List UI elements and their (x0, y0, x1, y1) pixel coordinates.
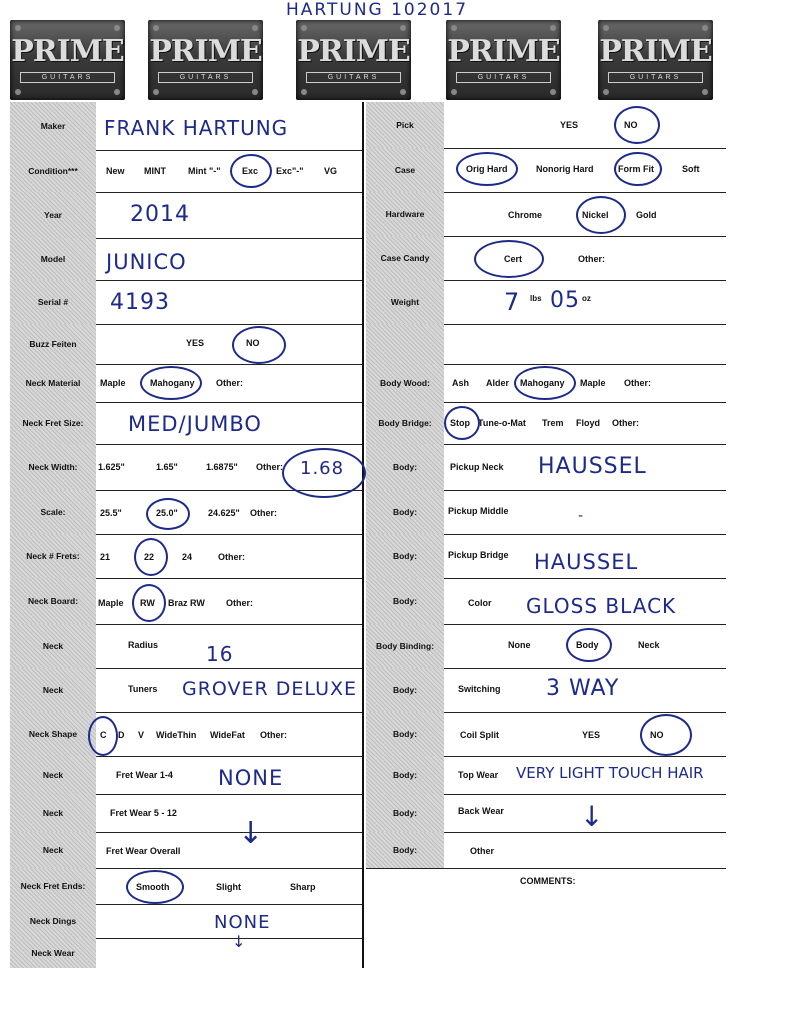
selection-circle (514, 366, 576, 400)
rivet-icon (702, 25, 708, 31)
switching-value: 3 WAY (546, 676, 620, 701)
neck-material-option[interactable]: Other: (216, 378, 243, 388)
body-binding-label: Body Binding: (366, 624, 444, 668)
body-label: Body: (366, 668, 444, 712)
hardware-option-selected[interactable]: Nickel (582, 210, 609, 220)
condition-option[interactable]: Exc"-" (276, 166, 304, 176)
hardware-row (366, 192, 726, 237)
radius-label: Neck (10, 624, 96, 668)
condition-row (10, 150, 362, 193)
selection-circle (232, 326, 286, 364)
selection-circle (444, 406, 480, 440)
logo-sub: GUITARS (456, 72, 551, 83)
neck-shape-option[interactable]: Other: (260, 730, 287, 740)
maker-row (10, 102, 362, 151)
radius-field: Radius (128, 640, 159, 650)
neck-width-option[interactable]: Other: (256, 462, 283, 472)
neck-board-option[interactable]: Braz RW (168, 598, 205, 608)
body-label: Body: (366, 794, 444, 832)
model-row (10, 238, 362, 281)
neck-shape-row (10, 712, 362, 757)
prime-guitars-logo (148, 20, 263, 100)
fret-wear-5-12-field: Fret Wear 5 - 12 (110, 808, 177, 818)
coil-split-option-selected[interactable]: NO (650, 730, 664, 740)
scale-option[interactable]: 25.5" (100, 508, 122, 518)
tuners-label: Neck (10, 668, 96, 712)
case-candy-option[interactable]: Other: (578, 254, 605, 264)
neck-dings-row (10, 904, 362, 939)
selection-circle (576, 196, 626, 234)
body-wood-option[interactable]: Other: (624, 378, 651, 388)
body-label: Body: (366, 712, 444, 756)
body-wood-row (366, 364, 726, 403)
body-binding-option[interactable]: None (508, 640, 531, 650)
pickup-middle-value: - (578, 508, 585, 524)
case-row (366, 148, 726, 193)
body-bridge-option-selected[interactable]: Stop (450, 418, 470, 428)
pick-label: Pick (366, 102, 444, 148)
fret-wear-label: Neck (10, 794, 96, 832)
serial-value: 4193 (110, 290, 170, 315)
top-wear-value: VERY LIGHT TOUCH HAIR (516, 764, 704, 782)
buzz-label: Buzz Feiten (10, 324, 96, 364)
condition-option-selected[interactable]: Exc (242, 166, 259, 176)
rivet-icon (15, 25, 21, 31)
tuners-value: GROVER DELUXE (182, 678, 357, 700)
pick-option-selected[interactable]: NO (624, 120, 638, 130)
top-wear-field: Top Wear (458, 770, 499, 780)
selection-circle (566, 628, 612, 662)
logo-sub: GUITARS (306, 72, 401, 83)
left-spec-column (10, 102, 364, 968)
selection-circle (614, 106, 660, 144)
other-row (366, 832, 726, 869)
neck-wear-label: Neck Wear (10, 938, 96, 968)
body-binding-row (366, 624, 726, 669)
radius-value: 16 (206, 642, 234, 666)
neck-shape-option[interactable]: D (118, 730, 125, 740)
coil-split-option[interactable]: YES (582, 730, 601, 740)
neck-material-label: Neck Material (10, 364, 96, 402)
rivet-icon (451, 89, 457, 95)
buzz-option[interactable]: YES (186, 338, 205, 348)
model-value: JUNICO (106, 250, 187, 274)
back-wear-row (366, 794, 726, 833)
handwritten-header-note: HARTUNG 102017 (286, 0, 469, 20)
right-spec-column (366, 102, 726, 882)
rivet-icon (153, 89, 159, 95)
selection-circle (456, 152, 518, 186)
fret-ends-row (10, 868, 362, 905)
body-bridge-option[interactable]: Trem (542, 418, 564, 428)
frets-label: Neck # Frets: (10, 534, 96, 578)
rivet-icon (114, 89, 120, 95)
down-arrow-icon: ↓ (580, 800, 605, 833)
weight-oz-value: 05 (550, 288, 580, 313)
model-label: Model (10, 238, 96, 280)
rivet-icon (301, 89, 307, 95)
neck-board-option[interactable]: Maple (98, 598, 124, 608)
pickup-bridge-value: HAUSSEL (534, 550, 639, 574)
condition-label: Condition*** (10, 150, 96, 192)
fret-wear-label: Neck (10, 832, 96, 868)
neck-dings-label: Neck Dings (10, 904, 96, 938)
fret-ends-option[interactable]: Sharp (290, 882, 316, 892)
neck-material-row (10, 364, 362, 403)
fret-wear-1-4-value: NONE (218, 766, 284, 790)
fret-ends-label: Neck Fret Ends: (10, 868, 96, 904)
neck-width-option[interactable]: 1.625" (98, 462, 125, 472)
rivet-icon (252, 89, 258, 95)
weight-lbs-unit: lbs (530, 294, 542, 303)
pick-option[interactable]: YES (560, 120, 579, 130)
scale-row (10, 490, 362, 535)
pickup-bridge-row (366, 534, 726, 579)
body-binding-option-selected[interactable]: Body (576, 640, 599, 650)
neck-material-option[interactable]: Maple (100, 378, 126, 388)
tuners-field: Tuners (128, 684, 158, 694)
neck-width-row (10, 444, 362, 491)
body-bridge-option[interactable]: Floyd (576, 418, 600, 428)
color-value: GLOSS BLACK (526, 594, 677, 618)
rivet-icon (550, 89, 556, 95)
radius-row (10, 624, 362, 669)
body-wood-option[interactable]: Ash (452, 378, 470, 388)
blank-label (366, 324, 444, 364)
logo-brand: PRIME (297, 34, 410, 69)
body-binding-option[interactable]: Neck (638, 640, 660, 650)
scale-option-selected[interactable]: 25.0" (156, 508, 178, 518)
fret-wear-1-4-row (10, 756, 362, 795)
comments-label: COMMENTS: (520, 876, 576, 886)
weight-oz-unit: oz (582, 294, 591, 303)
case-candy-option-selected[interactable]: Cert (504, 254, 523, 264)
year-row (10, 192, 362, 239)
pickup-middle-row (366, 490, 726, 535)
selection-circle (474, 240, 544, 278)
condition-option[interactable]: New (106, 166, 125, 176)
neck-shape-option[interactable]: WideFat (210, 730, 245, 740)
top-wear-row (366, 756, 726, 795)
case-option-selected[interactable]: Orig Hard (466, 164, 508, 174)
frets-option[interactable]: Other: (218, 552, 245, 562)
logo-sub: GUITARS (608, 72, 703, 83)
neck-board-option[interactable]: Other: (226, 598, 253, 608)
rivet-icon (400, 25, 406, 31)
fret-size-value: MED/JUMBO (128, 412, 262, 436)
serial-label: Serial # (10, 280, 96, 324)
selection-circle (146, 498, 190, 530)
rivet-icon (603, 25, 609, 31)
down-arrow-icon: ↓ (238, 816, 265, 851)
scale-label: Scale: (10, 490, 96, 534)
coil-split-row (366, 712, 726, 757)
body-wood-label: Body Wood: (366, 364, 444, 402)
body-label: Body: (366, 756, 444, 794)
case-candy-label: Case Candy (366, 236, 444, 280)
body-bridge-label: Body Bridge: (366, 402, 444, 444)
scale-option[interactable]: Other: (250, 508, 277, 518)
rivet-icon (451, 25, 457, 31)
neck-shape-label: Neck Shape (10, 712, 96, 756)
neck-shape-option[interactable]: WideThin (156, 730, 197, 740)
selection-circle (140, 366, 202, 400)
logo-brand: PRIME (447, 34, 560, 69)
body-bridge-option[interactable]: Tune-o-Mat (478, 418, 526, 428)
case-candy-row (366, 236, 726, 281)
selection-circle (126, 870, 184, 904)
neck-width-option[interactable]: 1.6875" (206, 462, 238, 472)
fret-wear-1-4-field: Fret Wear 1-4 (116, 770, 173, 780)
neck-width-value: 1.68 (300, 458, 345, 479)
hardware-label: Hardware (366, 192, 444, 236)
body-wood-option-selected[interactable]: Mahogany (520, 378, 565, 388)
body-wood-option[interactable]: Alder (486, 378, 510, 388)
body-bridge-row (366, 402, 726, 445)
neck-board-row (10, 578, 362, 625)
selection-circle (88, 716, 118, 756)
case-option[interactable]: Nonorig Hard (536, 164, 594, 174)
prime-guitars-logo (446, 20, 561, 100)
switching-row (366, 668, 726, 713)
logo-sub: GUITARS (20, 72, 115, 83)
condition-option[interactable]: Mint "-" (188, 166, 221, 176)
neck-board-option-selected[interactable]: RW (140, 598, 155, 608)
tuners-row (10, 668, 362, 713)
frets-option[interactable]: 24 (182, 552, 193, 562)
frets-option[interactable]: 21 (100, 552, 111, 562)
neck-wear-row (10, 932, 362, 968)
pickup-neck-value: HAUSSEL (538, 454, 647, 479)
fret-ends-option-selected[interactable]: Smooth (136, 882, 170, 892)
rivet-icon (252, 25, 258, 31)
serial-row (10, 280, 362, 325)
body-label: Body: (366, 490, 444, 534)
case-label: Case (366, 148, 444, 192)
selection-circle (132, 584, 166, 622)
color-row (366, 578, 726, 625)
blank-row (366, 324, 726, 365)
down-arrow-icon: ↓ (232, 932, 247, 951)
selection-circle (640, 714, 692, 756)
fret-wear-5-12-row (10, 794, 362, 833)
logo-banner (0, 20, 791, 102)
body-label: Body: (366, 578, 444, 624)
rivet-icon (114, 25, 120, 31)
logo-brand: PRIME (11, 34, 124, 69)
fret-size-label: Neck Fret Size: (10, 402, 96, 444)
coil-split-field: Coil Split (460, 730, 499, 740)
neck-width-option[interactable]: 1.65" (156, 462, 178, 472)
neck-dings-value: NONE (214, 912, 271, 933)
year-label: Year (10, 192, 96, 238)
neck-material-option-selected[interactable]: Mahogany (150, 378, 195, 388)
neck-board-label: Neck Board: (10, 578, 96, 624)
rivet-icon (550, 25, 556, 31)
case-option[interactable]: Soft (682, 164, 700, 174)
other-field: Other (470, 846, 495, 856)
color-field: Color (468, 598, 492, 608)
rivet-icon (603, 89, 609, 95)
rivet-icon (15, 89, 21, 95)
selection-circle (134, 538, 168, 576)
body-label: Body: (366, 444, 444, 490)
hardware-option[interactable]: Chrome (508, 210, 543, 220)
fret-wear-label: Neck (10, 756, 96, 794)
weight-row (366, 280, 726, 325)
maker-value: FRANK HARTUNG (104, 116, 289, 140)
selection-circle (614, 152, 662, 186)
body-label: Body: (366, 832, 444, 868)
year-value: 2014 (130, 202, 190, 227)
neck-shape-option-selected[interactable]: C (100, 730, 107, 740)
buzz-feiten-row (10, 324, 362, 365)
neck-width-label: Neck Width: (10, 444, 96, 490)
body-bridge-option[interactable]: Other: (612, 418, 639, 428)
switching-field: Switching (458, 684, 501, 694)
logo-sub: GUITARS (158, 72, 253, 83)
pick-row (366, 102, 726, 149)
back-wear-field: Back Wear (458, 806, 504, 816)
rivet-icon (702, 89, 708, 95)
selection-circle (230, 154, 272, 188)
pickup-neck-field: Pickup Neck (450, 462, 504, 472)
rivet-icon (301, 25, 307, 31)
condition-option[interactable]: MINT (144, 166, 166, 176)
frets-option-selected[interactable]: 22 (144, 552, 155, 562)
buzz-option-selected[interactable]: NO (246, 338, 260, 348)
hardware-option[interactable]: Gold (636, 210, 657, 220)
logo-brand: PRIME (599, 34, 712, 69)
maker-label: Maker (10, 102, 96, 150)
weight-lbs-value: 7 (504, 288, 521, 316)
rivet-icon (400, 89, 406, 95)
prime-guitars-logo (296, 20, 411, 100)
fret-wear-overall-field: Fret Wear Overall (106, 846, 181, 856)
scale-option[interactable]: 24.625" (208, 508, 240, 518)
fret-wear-overall-row (10, 816, 362, 869)
pickup-middle-field: Pickup Middle (448, 506, 509, 516)
fret-size-row (10, 402, 362, 445)
case-option-selected[interactable]: Form Fit (618, 164, 654, 174)
prime-guitars-logo (10, 20, 125, 100)
frets-row (10, 534, 362, 579)
fret-ends-option[interactable]: Slight (216, 882, 241, 892)
body-label: Body: (366, 534, 444, 578)
weight-label: Weight (366, 280, 444, 324)
pickup-bridge-field: Pickup Bridge (448, 550, 509, 560)
neck-shape-option[interactable]: V (138, 730, 145, 740)
body-wood-option[interactable]: Maple (580, 378, 606, 388)
logo-brand: PRIME (149, 34, 262, 69)
condition-option[interactable]: VG (324, 166, 338, 176)
pickup-neck-row (366, 444, 726, 491)
rivet-icon (153, 25, 159, 31)
prime-guitars-logo (598, 20, 713, 100)
